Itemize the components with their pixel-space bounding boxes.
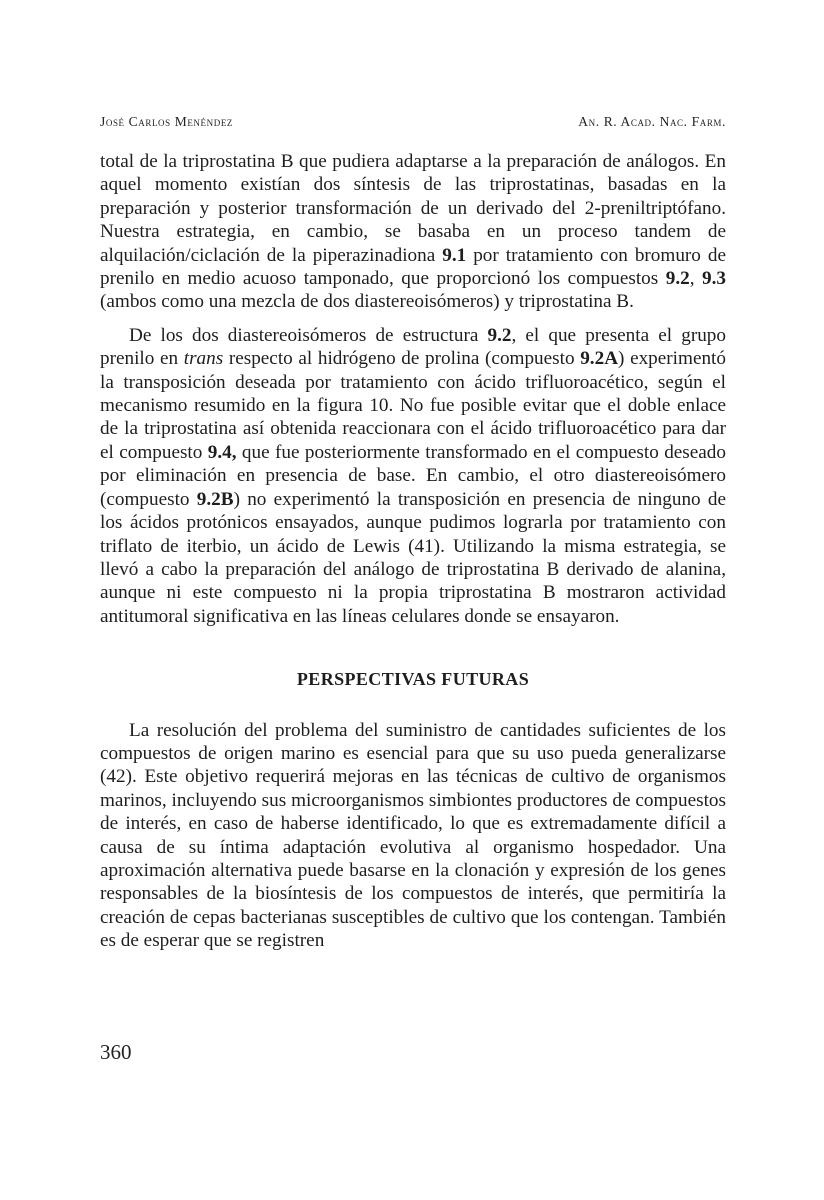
compound-ref: 9.3 — [702, 268, 726, 290]
text-run: De los dos diastereoisómeros de estructura — [129, 324, 488, 346]
section-heading: PERSPECTIVAS FUTURAS — [296, 669, 530, 690]
text-run: total de la triprostatina B que pudiera adaptarse a la preparación de análogos. En aquel momento existían dos síntesis de las triprostatinas, basadas en la preparación y posterior transformación de un derivado del 2-preniltriptófano. Nuestra estrategia, en cambio, se basaba en un proceso tandem de alquilación/ciclación de la piperazinadiona — [100, 151, 726, 266]
page-number: 360 — [100, 1040, 132, 1064]
italic-term: trans — [183, 348, 224, 370]
text-run: que fue posteriormente transformado en el compuesto deseado por eliminación en presencia de base. En cambio, el otro diastereoisómero (compuesto — [100, 441, 726, 510]
body-text — [100, 150, 726, 953]
compound-ref: 9.2 — [487, 324, 512, 346]
text-run: por tratamiento con bromuro de prenilo en medio acuoso tamponado, que proporcionó los compuestos — [100, 244, 726, 290]
paragraph-1 — [100, 150, 726, 314]
text-run: (ambos como una mezcla de dos diastereoisómeros) y triprostatina B. — [100, 291, 634, 313]
text-run: respecto al hidrógeno de prolina (compuesto — [223, 348, 581, 370]
text-run: , el que presenta el grupo prenilo en — [100, 324, 726, 370]
compound-ref: 9.4, — [207, 441, 237, 463]
text-run: ) experimentó la transposición deseada por tratamiento con ácido trifluoroacético, según el mecanismo resumido en la figura 10. No fue posible evitar que el doble enlace de la triprostatina así obtenida reaccionara con el ácido trifluoroacético para dar el compuesto — [100, 348, 726, 463]
compound-ref: 9.1 — [442, 244, 467, 266]
compound-ref: 9.2B — [196, 488, 234, 510]
compound-ref: 9.2A — [580, 348, 619, 370]
header-author: José Carlos Menéndez — [100, 114, 234, 129]
running-head — [100, 114, 726, 130]
text-run: ) no experimentó la transposición en presencia de ninguno de los ácidos protónicos ensayados, aunque pudimos lograrla por tratamiento con triflato de iterbio, un ácido de Lewis (41). Utilizando la misma estrategia, se llevó a cabo la preparación del análogo de triprostatina B derivado de alanina, aunque ni este compuesto ni la propia triprostatina B mostraron actividad antitumoral significativa en las líneas celulares donde se ensayaron. — [100, 488, 726, 627]
header-journal: An. R. Acad. Nac. Farm. — [578, 114, 726, 129]
paragraph-2 — [100, 324, 726, 628]
compound-ref: 9.2 — [665, 268, 690, 290]
text-run: , — [689, 268, 703, 290]
paragraph-3: La resolución del problema del suministro de cantidades suficientes de los compuestos de origen marino es esencial para que su uso pueda generalizarse (42). Este objetivo requerirá mejoras en las técnicas de cultivo de organismos marinos, incluyendo sus microorganismos simbiontes productores de compuestos de interés, en caso de haberse identificado, lo que es extremadamente difícil a causa de su íntima adaptación evolutiva al organismo hospedador. Una aproximación alternativa puede basarse en la clonación y expresión de los genes responsables de la biosíntesis de los compuestos de interés, que permitiría la creación de cepas bacterianas susceptibles de cultivo que los contengan. También es de esperar que se registren — [100, 719, 726, 952]
